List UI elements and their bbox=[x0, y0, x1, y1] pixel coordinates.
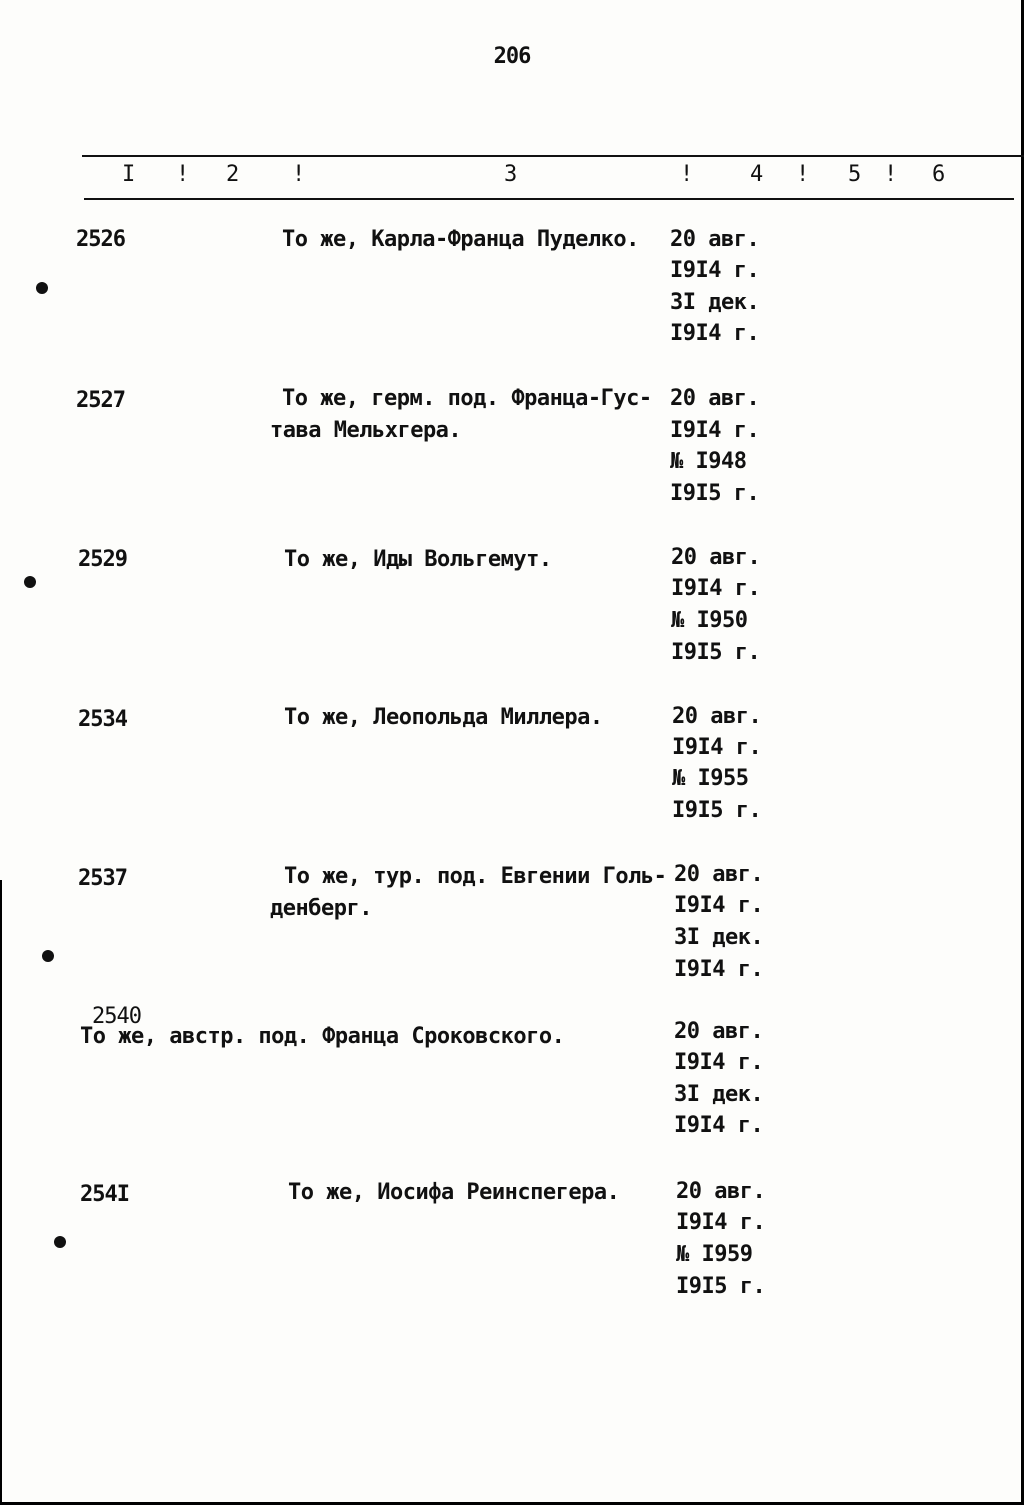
entry-number: 2526 bbox=[76, 227, 125, 252]
entry-date-line: I9I4 г. bbox=[670, 418, 760, 443]
entry-date-line: 3I дек. bbox=[670, 290, 760, 315]
entry-date-line: 20 авг. bbox=[674, 862, 764, 887]
punch-hole bbox=[54, 1236, 66, 1248]
header-col-3: 3 bbox=[504, 162, 518, 187]
entry-date-line: I9I5 г. bbox=[672, 798, 762, 823]
entry-description-line: То же, Карла-Франца Пуделко. bbox=[282, 227, 639, 252]
entry-date-line: 3I дек. bbox=[674, 1082, 764, 1107]
header-col-1: I bbox=[122, 162, 136, 187]
entry-date-line: 20 авг. bbox=[674, 1019, 764, 1044]
header-col-4: 4 bbox=[750, 162, 764, 187]
entry-number: 254I bbox=[80, 1182, 129, 1207]
punch-hole bbox=[24, 576, 36, 588]
entry-description-line: тава Мельхгера. bbox=[270, 418, 462, 443]
entry-date-line: I9I4 г. bbox=[670, 321, 760, 346]
entry-date-line: № I955 bbox=[672, 766, 749, 791]
header-separator: ! bbox=[796, 162, 810, 187]
entry-date-line: I9I4 г. bbox=[676, 1210, 766, 1235]
entry-description-line: То же, Иосифа Реинспегера. bbox=[288, 1180, 620, 1205]
entry-description-line: То же, Леопольда Миллера. bbox=[284, 705, 603, 730]
entry-number: 2540 bbox=[92, 1004, 141, 1029]
punch-hole bbox=[42, 950, 54, 962]
scan-edge-left bbox=[0, 880, 2, 1505]
entry-date-line: № I948 bbox=[670, 449, 747, 474]
entry-date-line: I9I5 г. bbox=[671, 640, 761, 665]
entry-date-line: I9I4 г. bbox=[674, 1113, 764, 1138]
entry-date-line: I9I4 г. bbox=[674, 893, 764, 918]
header-col-6: 6 bbox=[932, 162, 946, 187]
header-separator: ! bbox=[292, 162, 306, 187]
entry-number: 2527 bbox=[76, 388, 125, 413]
entry-description-line: денберг. bbox=[270, 896, 372, 921]
entry-description-line: То же, австр. под. Франца Сроковского. bbox=[80, 1024, 565, 1049]
entry-number: 2537 bbox=[78, 866, 127, 891]
entry-date-line: № I950 bbox=[671, 608, 748, 633]
header-col-2: 2 bbox=[226, 162, 240, 187]
entry-description-line: То же, тур. под. Евгении Голь- bbox=[284, 864, 667, 889]
entry-description-line: То же, герм. под. Франца-Гус- bbox=[282, 386, 652, 411]
entry-date-line: 20 авг. bbox=[671, 545, 761, 570]
entry-date-line: I9I4 г. bbox=[674, 957, 764, 982]
page-number: 206 bbox=[493, 44, 531, 69]
entry-date-line: I9I4 г. bbox=[674, 1050, 764, 1075]
header-col-5: 5 bbox=[848, 162, 862, 187]
entry-date-line: 20 авг. bbox=[672, 704, 762, 729]
entry-date-line: 3I дек. bbox=[674, 925, 764, 950]
entry-date-line: 20 авг. bbox=[670, 227, 760, 252]
entry-date-line: № I959 bbox=[676, 1242, 753, 1267]
entry-number: 2529 bbox=[78, 547, 127, 572]
entry-date-line: I9I4 г. bbox=[670, 258, 760, 283]
entry-date-line: I9I5 г. bbox=[676, 1274, 766, 1299]
entry-date-line: I9I4 г. bbox=[671, 576, 761, 601]
punch-hole bbox=[36, 282, 48, 294]
entry-number: 2534 bbox=[78, 707, 127, 732]
entry-date-line: I9I5 г. bbox=[670, 481, 760, 506]
header-separator: ! bbox=[680, 162, 694, 187]
header-separator: ! bbox=[176, 162, 190, 187]
header-separator: ! bbox=[884, 162, 898, 187]
entry-date-line: I9I4 г. bbox=[672, 735, 762, 760]
entry-description-line: То же, Иды Вольгемут. bbox=[284, 547, 552, 572]
table-header-rule-top bbox=[82, 155, 1024, 157]
entry-date-line: 20 авг. bbox=[670, 386, 760, 411]
entry-date-line: 20 авг. bbox=[676, 1179, 766, 1204]
table-header-rule-bottom bbox=[84, 198, 1014, 200]
